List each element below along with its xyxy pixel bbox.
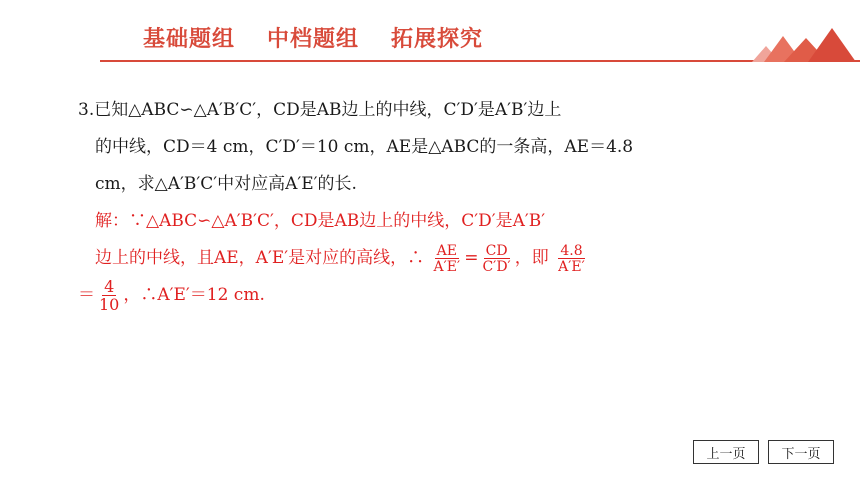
prev-page-button[interactable]: 上一页 [693, 440, 759, 464]
next-page-button[interactable]: 下一页 [768, 440, 834, 464]
question-line-1 [78, 92, 798, 129]
question-text-1: .已知△ABC∽△A′B′C′，CD是AB边上的中线，C′D′是A′B′边上 [88, 100, 562, 120]
fraction-denominator: C′D′ [482, 258, 511, 275]
fraction-denominator: A′E′ [558, 258, 585, 275]
solution-text-2: 边上的中线，且AE，A′E′是对应的高线，∴ [95, 248, 425, 268]
solution-line-2 [78, 240, 798, 277]
question-number: 3 [78, 100, 89, 120]
tab-intermediate[interactable]: 中档题组 [267, 26, 360, 52]
tab-extension[interactable]: 拓展探究 [391, 26, 484, 52]
fraction-ae-over-aeprime [432, 244, 463, 274]
decorative-triangles [0, 0, 860, 70]
fraction-4.8-over-aeprime [556, 244, 587, 274]
solution-text-1: 解：∵△ABC∽△A′B′C′，CD是AB边上的中线，C′D′是A′B′ [95, 211, 546, 231]
fraction-denominator: A′E′ [433, 258, 461, 275]
equals-sign: = [464, 248, 479, 268]
tab-basic[interactable]: 基础题组 [143, 26, 236, 52]
fraction-numerator: AE [436, 242, 458, 259]
fraction-numerator: 4 [104, 276, 115, 296]
fraction-cd-over-cdprime [480, 244, 512, 274]
question-block [78, 92, 798, 314]
fraction-numerator: 4.8 [560, 242, 583, 259]
question-text-3: cm，求△A′B′C′中对应高A′E′的长. [95, 174, 357, 194]
fraction-4-over-10 [97, 276, 121, 314]
solution-line-1 [78, 203, 798, 240]
question-line-3 [78, 166, 798, 203]
question-line-2 [78, 129, 798, 166]
solution-text-3-prefix: ＝ [78, 285, 95, 305]
solution-text-2-tail: ，即 [514, 248, 549, 268]
question-text-2: 的中线，CD＝4 cm，C′D′＝10 cm，AE是△ABC的一条高，AE＝4.8 [95, 137, 634, 157]
solution-line-3 [78, 277, 798, 314]
fraction-numerator: CD [485, 242, 508, 259]
triangle-large [808, 28, 856, 62]
fraction-denominator: 10 [99, 294, 120, 314]
solution-text-3: ，∴A′E′＝12 cm. [123, 285, 265, 305]
